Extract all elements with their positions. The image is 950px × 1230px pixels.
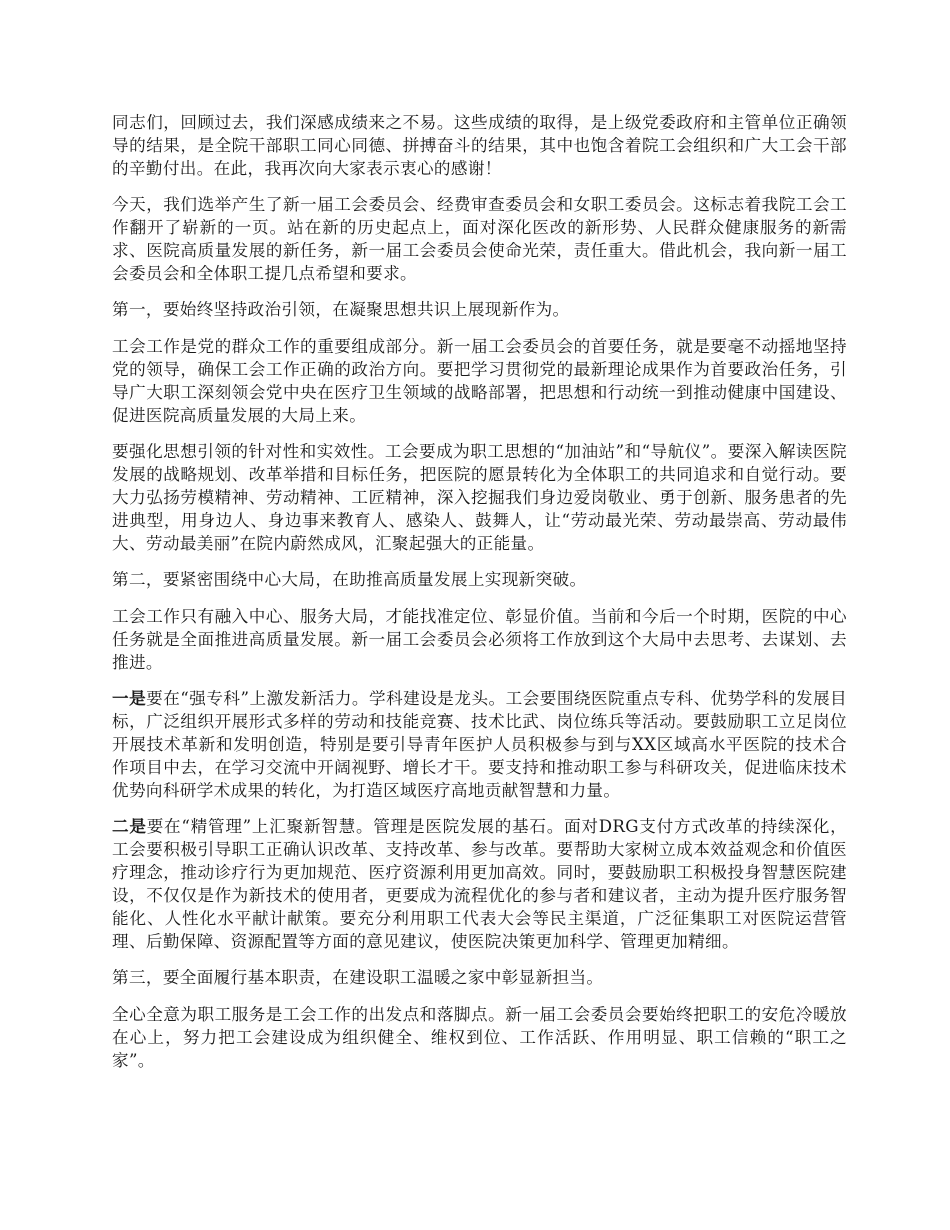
paragraph-point-two: [112, 815, 847, 953]
paragraph-gratitude: 同志们，回顾过去，我们深感成绩来之不易。这些成绩的取得，是上级党委政府和主管单位正确领导的结果，是全院干部职工同心同德、拼搏奋斗的结果，其中也饱含着院工会组织和广大工会干部的辛勤付出。在此，我再次向大家表示衷心的感谢！: [112, 113, 847, 178]
point-two-text: 要在“精管理”上汇聚新智慧。管理是医院发展的基石。面对DRG支付方式改革的持续深化，工会要积极引导职工正确认识改革、支持改革、参与改革。要帮助大家树立成本效益观念和价值医疗理念，推动诊疗行为更加规范、医疗资源利用更加高效。同时，要鼓励职工积极投身智慧医院建设，不仅仅是作为新技术的使用者，更要成为流程优化的参与者和建议者，主动为提升医疗服务智能化、人性化水平献计献策。要充分利用职工代表大会等民主渠道，广泛征集职工对医院运营管理、后勤保障、资源配置等方面的意见建议，使医院决策更加科学、管理更加精细。: [112, 817, 848, 951]
paragraph-point-one: [112, 687, 847, 802]
point-one-lead: 一是: [112, 688, 147, 708]
section-heading-second: 第二，要紧密围绕中心大局，在助推高质量发展上实现新突破。: [112, 570, 587, 589]
paragraph-political-guidance: 工会工作是党的群众工作的重要组成部分。新一届工会委员会的首要任务，就是要毫不动摇地坚持党的领导，确保工会工作正确的政治方向。要把学习贯彻党的最新理论成果作为首要政治任务，引导广大职工深刻领会党中央在医疗卫生领域的战略部署，把思想和行动统一到推动健康中国建设、促进医院高质量发展的大局上来。: [112, 337, 847, 425]
paragraph-serve-workers: 全心全意为职工服务是工会工作的出发点和落脚点。新一届工会委员会要始终把职工的安危冷暖放在心上，努力把工会建设成为组织健全、维权到位、工作活跃、作用明显、职工信赖的“职工之家”。: [112, 1005, 847, 1070]
section-heading-first: 第一，要始终坚持政治引领，在凝聚思想共识上展现新作为。: [112, 300, 570, 319]
point-two-lead: 二是: [112, 816, 147, 836]
point-one-text: 要在“强专科”上激发新活力。学科建设是龙头。工会要围绕医院重点专科、优势学科的发展目标，广泛组织开展形式多样的劳动和技能竞赛、技术比武、岗位练兵等活动。要鼓励职工立足岗位开展技术革新和发明创造，特别是要引导青年医护人员积极参与到与XX区域高水平医院的技术合作项目中去，在学习交流中开阔视野、增长才干。要支持和推动职工参与科研攻关，促进临床技术优势向科研学术成果的转化，为打造区域医疗高地贡献智慧和力量。: [112, 689, 847, 800]
document-page: [112, 111, 847, 1085]
paragraph-central-task: 工会工作只有融入中心、服务大局，才能找准定位、彰显价值。当前和今后一个时期，医院的中心任务就是全面推进高质量发展。新一届工会委员会必须将工作放到这个大局中去思考、去谋划、去推进。: [112, 607, 847, 672]
section-heading-third: 第三，要全面履行基本职责，在建设职工温暖之家中彰显新担当。: [112, 968, 604, 987]
paragraph-new-committee: 今天，我们选举产生了新一届工会委员会、经费审查委员会和女职工委员会。这标志着我院工会工作翻开了崭新的一页。站在新的历史起点上，面对深化医改的新形势、人民群众健康服务的新需求、医院高质量发展的新任务，新一届工会委员会使命光荣，责任重大。借此机会，我向新一届工会委员会和全体职工提几点希望和要求。: [112, 195, 847, 283]
paragraph-ideological-guidance: 要强化思想引领的针对性和实效性。工会要成为职工思想的“加油站”和“导航仪”。要深入解读医院发展的战略规划、改革举措和目标任务，把医院的愿景转化为全体职工的共同追求和自觉行动。要大力弘扬劳模精神、劳动精神、工匠精神，深入挖掘我们身边爱岗敬业、勇于创新、服务患者的先进典型，用身边人、身边事来教育人、感染人、鼓舞人，让“劳动最光荣、劳动最崇高、劳动最伟大、劳动最美丽”在院内蔚然成风，汇聚起强大的正能量。: [112, 442, 847, 553]
